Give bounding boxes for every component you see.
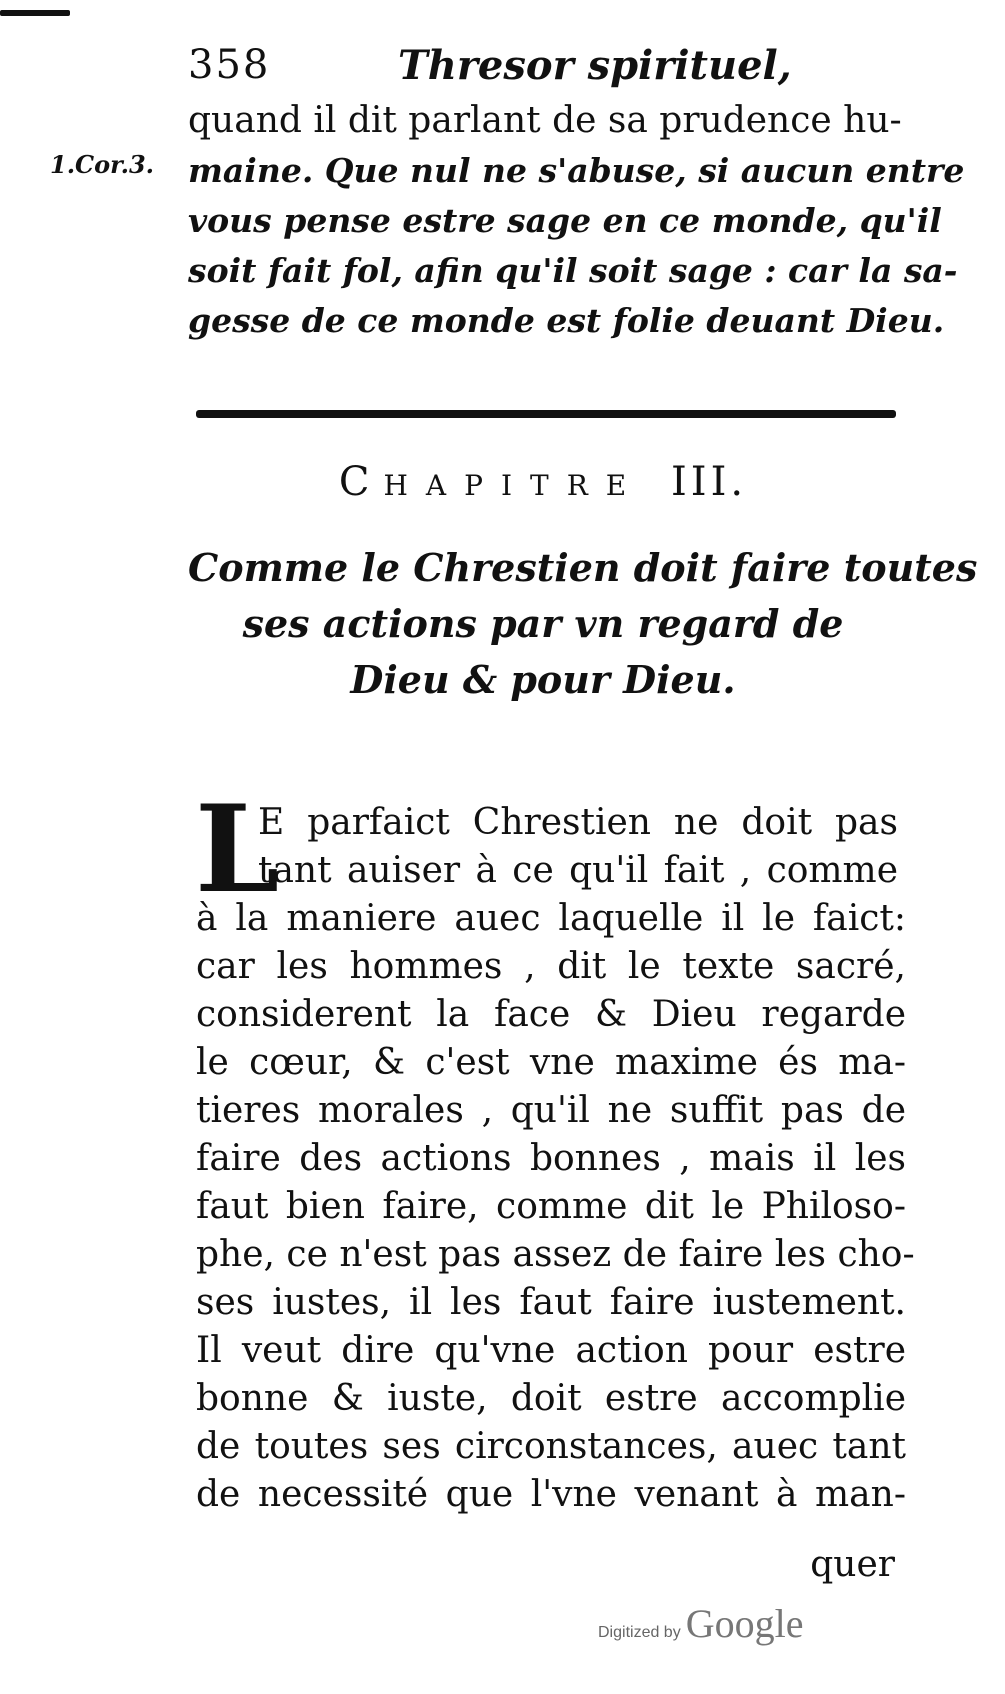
- text-line: E parfaict Chrestien ne doit pas: [258, 802, 898, 843]
- page-number: 358: [188, 42, 271, 88]
- text-line: tieres morales , qu'il ne suffit pas de: [196, 1090, 906, 1131]
- chapter-heading: [188, 452, 898, 512]
- text-line: quand il dit parlant de sa prudence hu-: [188, 100, 902, 141]
- text-line: tant auiser à ce qu'il fait , comme: [258, 850, 898, 891]
- margin-note: 1.Cor.3.: [50, 150, 155, 179]
- page-header: [188, 42, 908, 102]
- running-head: Thresor spirituel,: [398, 42, 792, 89]
- text-line: considerent la face & Dieu regarde: [196, 994, 906, 1035]
- chapter-first-letter: C: [338, 459, 384, 505]
- catchword: quer: [810, 1544, 895, 1585]
- digitized-footer: [598, 1600, 804, 1647]
- text-line: de necessité que l'vne venant à man-: [196, 1474, 906, 1515]
- chapter-number: III.: [670, 459, 748, 505]
- text-line: de toutes ses circonstances, auec tant: [196, 1426, 906, 1467]
- text-line: vous pense estre sage en ce monde, qu'il: [188, 201, 942, 240]
- text-line: à la maniere auec laquelle il le faict:: [196, 898, 906, 939]
- text-line: soit fait fol, afin qu'il soit sage : car la sa-: [188, 251, 958, 290]
- title-line: Comme le Chrestien doit faire toutes: [188, 545, 978, 590]
- text-line: car les hommes , dit le texte sacré,: [196, 946, 906, 987]
- text-line: faut bien faire, comme dit le Philoso-: [196, 1186, 906, 1227]
- text-line: phe, ce n'est pas assez de faire les cho-: [196, 1234, 915, 1275]
- digitized-by-label: Digitized by: [598, 1624, 681, 1641]
- text-line: le cœur, & c'est vne maxime és ma-: [196, 1042, 906, 1083]
- google-logo: Google: [685, 1601, 804, 1646]
- text-line: ses iustes, il les faut faire iustement.: [196, 1282, 906, 1323]
- text-line: faire des actions bonnes , mais il les: [196, 1138, 906, 1179]
- title-line: ses actions par vn regard de: [242, 601, 844, 646]
- title-line: Dieu & pour Dieu.: [350, 657, 736, 702]
- section-rule: [196, 410, 896, 418]
- text-line: Il veut dire qu'vne action pour estre: [196, 1330, 906, 1371]
- text-line: gesse de ce monde est folie deuant Dieu.: [188, 301, 945, 340]
- text-line: maine. Que nul ne s'abuse, si aucun entre: [188, 151, 965, 190]
- drop-cap: L: [195, 779, 280, 920]
- top-edge-mark: [0, 10, 70, 16]
- chapter-word: HAPITRE: [383, 469, 645, 502]
- text-line: bonne & iuste, doit estre accomplie: [196, 1378, 906, 1419]
